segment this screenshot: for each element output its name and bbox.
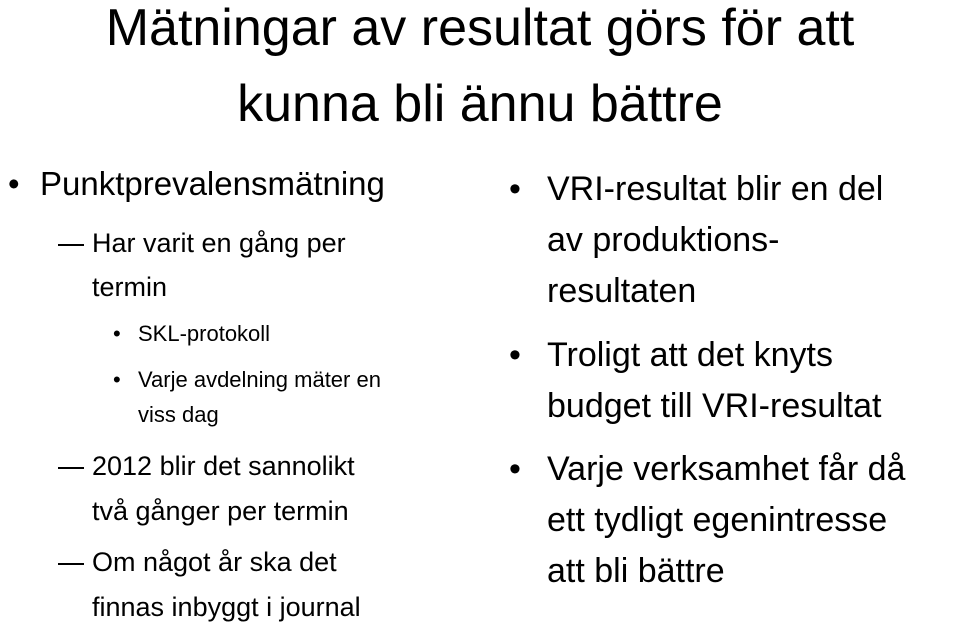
left-subitem-2-line-1: 2012 blir det sannolikt	[92, 451, 355, 481]
dash-bullet	[58, 563, 84, 565]
bullet-dot: •	[8, 165, 20, 202]
bullet-dot: •	[113, 367, 121, 392]
left-subitem-2-line-2: två gånger per termin	[92, 496, 349, 526]
right-item-1-line-1: VRI-resultat blir en del	[547, 170, 884, 208]
bullet-dot: •	[113, 321, 121, 346]
right-item-2-line-1: Troligt att det knyts	[547, 336, 833, 374]
bullet-dot: •	[509, 336, 521, 374]
right-item-2-line-2: budget till VRI-resultat	[547, 387, 882, 425]
slide-title-line-2: kunna bli ännu bättre	[237, 75, 723, 133]
slide-title-line-1: Mätningar av resultat görs för att	[105, 0, 855, 57]
right-item-3-line-2: ett tydligt egenintresse	[547, 501, 888, 539]
bullet-dot: •	[509, 450, 521, 488]
right-item-3-line-1: Varje verksamhet får då	[547, 450, 906, 488]
right-item-3-line-3: att bli bättre	[547, 552, 725, 590]
left-bullet-punktprevalens: Punktprevalensmätning	[40, 165, 385, 202]
left-subsubitem-varje-line-2: viss dag	[138, 402, 219, 427]
dash-bullet	[58, 244, 84, 246]
left-subitem-3-line-2: finnas inbyggt i journal	[92, 592, 361, 622]
right-item-1-line-3: resultaten	[547, 272, 697, 310]
left-subitem-1-line-1: Har varit en gång per	[92, 228, 346, 258]
left-subsubitem-skl: SKL-protokoll	[138, 321, 271, 346]
bullet-dot: •	[509, 170, 521, 208]
right-item-1-line-2: av produktions-	[547, 221, 780, 259]
left-subsubitem-varje-line-1: Varje avdelning mäter en	[138, 367, 381, 392]
left-subitem-3-line-1: Om något år ska det	[92, 547, 337, 577]
left-subitem-1-line-2: termin	[92, 272, 168, 302]
dash-bullet	[58, 467, 84, 469]
